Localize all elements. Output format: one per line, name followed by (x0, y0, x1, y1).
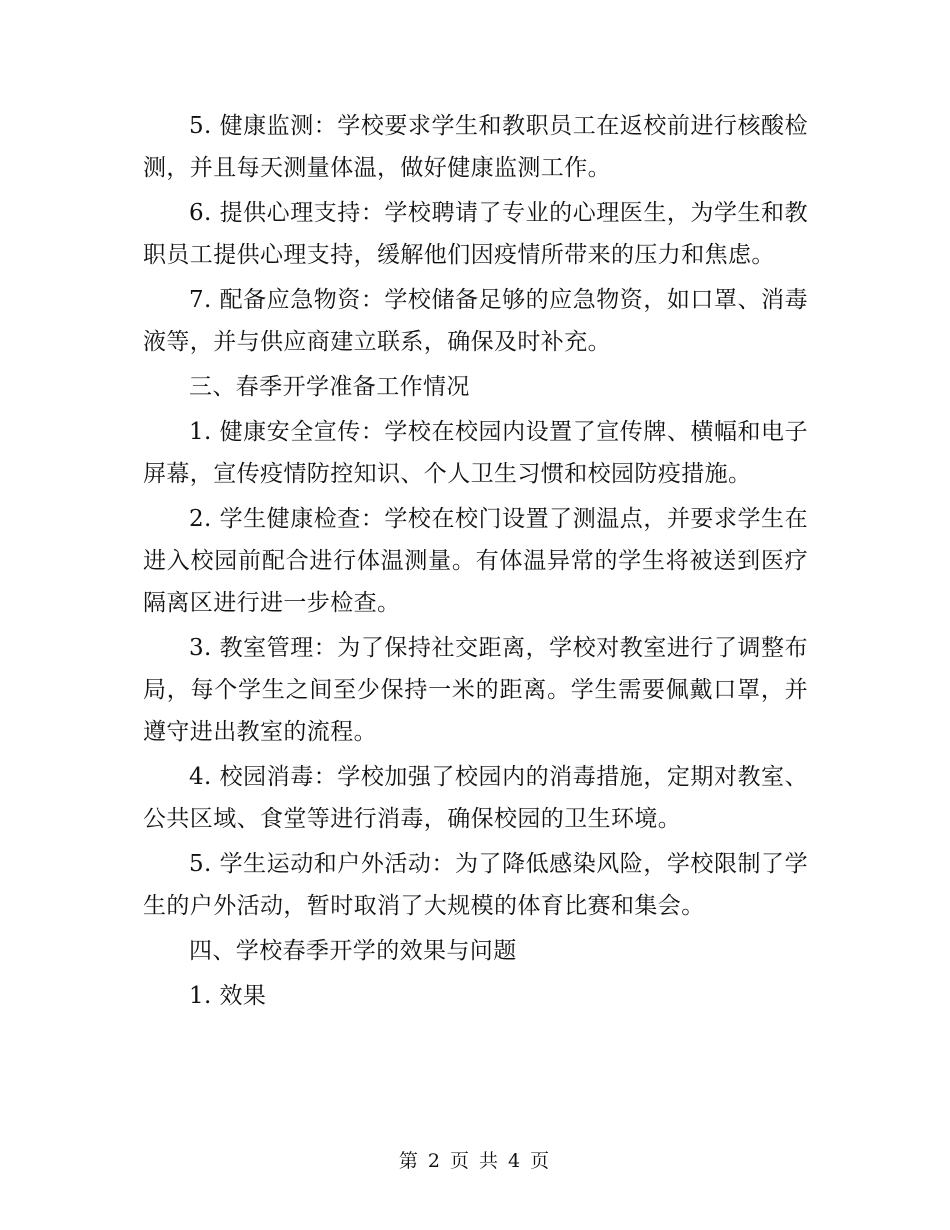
subheading-effects: 1. 效果 (189, 983, 267, 1009)
paragraph-psychological-support: 6. 提供心理支持：学校聘请了专业的心理医生，为学生和教职员工提供心理支持，缓解他们因疫情所带来的压力和焦虑。 (143, 200, 808, 268)
paragraph-classroom-management: 3. 教室管理：为了保持社交距离，学校对教室进行了调整布局，每个学生之间至少保持一米的距离。学生需要佩戴口罩，并遵守进出教室的流程。 (143, 635, 808, 745)
document-body (143, 105, 808, 1020)
page-number-footer: 第 2 页 共 4 页 (398, 1150, 552, 1172)
paragraph-health-monitoring: 5. 健康监测：学校要求学生和教职员工在返校前进行核酸检测，并且每天测量体温，做好健康监测工作。 (143, 113, 808, 181)
section-heading-4: 四、学校春季开学的效果与问题 (189, 938, 517, 964)
paragraph-emergency-supplies: 7. 配备应急物资：学校储备足够的应急物资，如口罩、消毒液等，并与供应商建立联系，确保及时补充。 (143, 287, 808, 355)
section-heading-3: 三、春季开学准备工作情况 (189, 374, 470, 400)
paragraph-student-health-check: 2. 学生健康检查：学校在校门设置了测温点，并要求学生在进入校园前配合进行体温测量。有体温异常的学生将被送到医疗隔离区进行进一步检查。 (143, 506, 808, 616)
paragraph-outdoor-activities: 5. 学生运动和户外活动：为了降低感染风险，学校限制了学生的户外活动，暂时取消了大规模的体育比赛和集会。 (143, 851, 808, 919)
paragraph-campus-disinfection: 4. 校园消毒：学校加强了校园内的消毒措施，定期对教室、公共区域、食堂等进行消毒，确保校园的卫生环境。 (143, 764, 808, 832)
paragraph-health-publicity: 1. 健康安全宣传：学校在校园内设置了宣传牌、横幅和电子屏幕，宣传疫情防控知识、个人卫生习惯和校园防疫措施。 (143, 419, 808, 487)
